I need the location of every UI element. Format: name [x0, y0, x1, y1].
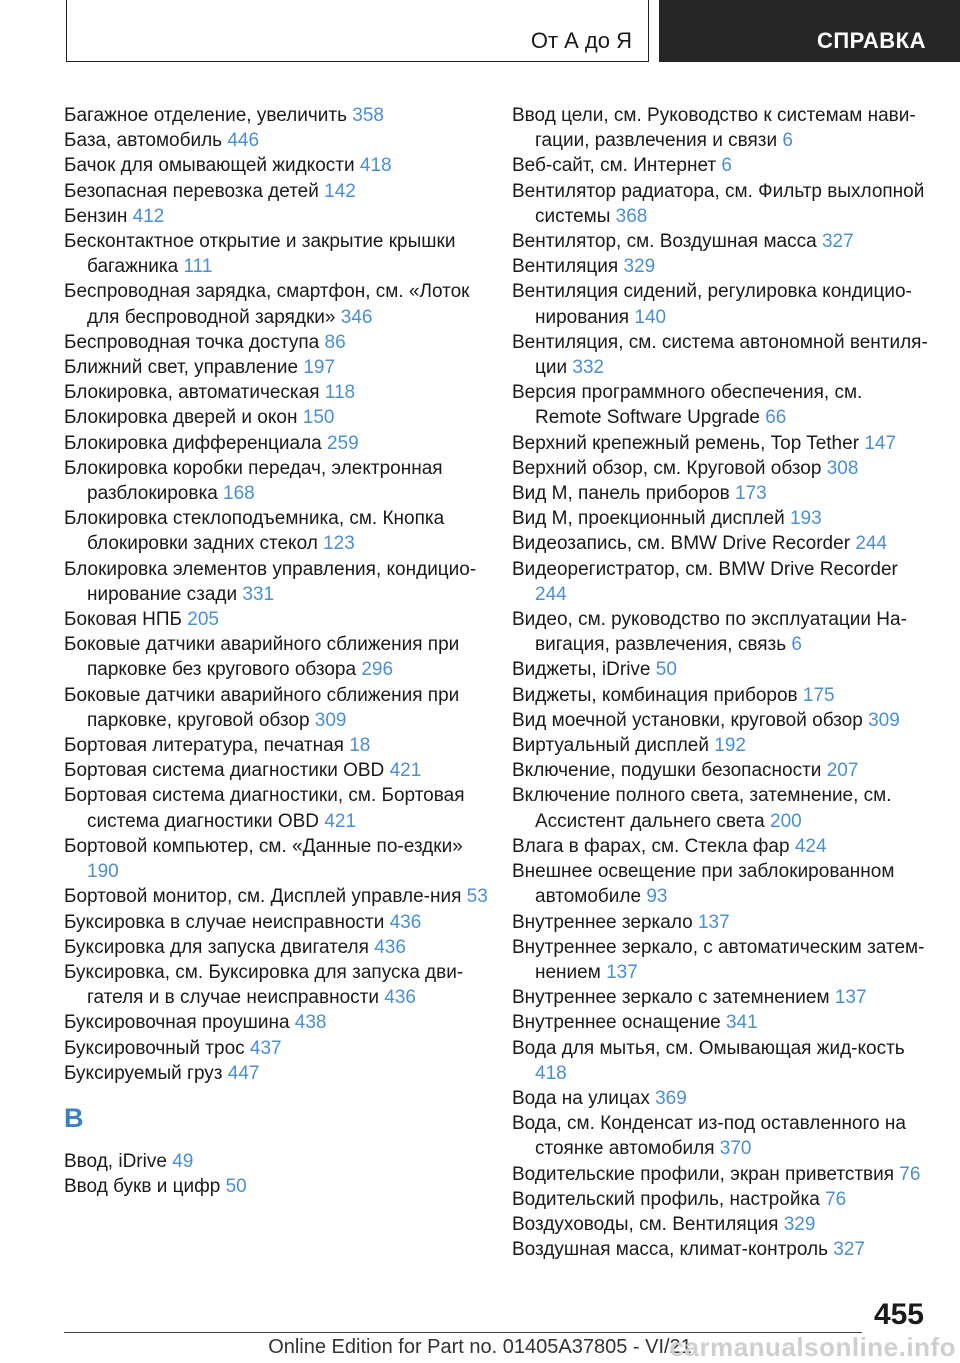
entry-page-link[interactable]: 123 — [323, 533, 355, 555]
index-entry — [512, 506, 932, 531]
entry-term: Ближний свет, управление — [64, 357, 299, 379]
index-entry — [64, 733, 494, 758]
entry-page-link[interactable]: 346 — [340, 306, 373, 328]
entry-term: Боковые датчики аварийного сближения при парковке без кругового обзора — [64, 634, 460, 681]
index-entry — [64, 330, 494, 355]
index-entry — [64, 380, 494, 405]
index-entry — [64, 204, 494, 229]
entry-page-link[interactable]: 66 — [765, 407, 787, 429]
entry-page-link[interactable]: 140 — [634, 306, 667, 328]
entry-term: Вентиляция — [512, 256, 619, 278]
entry-page-link[interactable]: 437 — [249, 1037, 282, 1059]
entry-term: Водительский профиль, настройка — [512, 1188, 820, 1210]
entry-term: Ввод, iDrive — [64, 1150, 167, 1172]
entry-term: Бачок для омывающей жидкости — [64, 155, 355, 177]
entry-page-link[interactable]: 438 — [294, 1012, 327, 1034]
entry-page-link[interactable]: 370 — [719, 1138, 752, 1160]
entry-term: Вентилятор радиатора, см. Фильтр выхлопной системы — [512, 180, 925, 227]
entry-term: Блокировка коробки передач, электронная разблокировка — [64, 457, 443, 505]
entry-page-link[interactable]: 137 — [697, 911, 730, 933]
index-entry — [512, 657, 932, 682]
index-entry — [512, 557, 932, 607]
index-entry — [512, 935, 932, 985]
entry-term: Внутреннее зеркало с затемнением — [512, 987, 830, 1009]
index-entry — [64, 179, 494, 204]
entry-term: Вид M, проекционный дисплей — [512, 508, 785, 530]
entry-term: Воздушная масса, климат-контроль — [512, 1239, 828, 1261]
entry-term: Буксировочный трос — [64, 1037, 245, 1059]
entry-page-link[interactable]: 424 — [794, 835, 827, 857]
entry-term: Видеозапись, см. BMW Drive Recorder — [512, 533, 851, 555]
entry-page-link[interactable]: 296 — [361, 659, 394, 681]
entry-page-link[interactable]: 137 — [834, 987, 867, 1009]
index-entry — [64, 229, 494, 279]
entry-page-link[interactable]: 436 — [384, 987, 416, 1009]
entry-page-link[interactable]: 327 — [821, 231, 854, 253]
index-entry — [512, 607, 932, 657]
index-entry — [64, 103, 494, 128]
entry-term: Виджеты, комбинация приборов — [512, 684, 798, 706]
index-entry — [512, 229, 932, 254]
index-entry — [512, 103, 932, 153]
entry-term: Водительские профили, экран приветствия — [512, 1163, 895, 1185]
entry-page-link[interactable]: 259 — [327, 432, 359, 454]
index-entry — [64, 607, 494, 632]
index-entry — [64, 153, 494, 178]
entry-term: Бензин — [64, 205, 128, 227]
index-entry — [512, 683, 932, 708]
index-entry — [512, 330, 932, 380]
index-entry — [64, 960, 494, 1010]
footer-edition: Online Edition for Part no. 01405A37805 - VI/21 — [268, 1336, 692, 1358]
index-entry — [64, 1174, 494, 1199]
entry-term: Блокировка дифференциала — [64, 432, 322, 454]
entry-page-link[interactable]: 329 — [623, 256, 656, 278]
entry-page-link[interactable]: 446 — [227, 130, 260, 152]
entry-page-link[interactable]: 309 — [868, 709, 900, 731]
index-entry — [64, 1036, 494, 1061]
entry-term: Ввод цели, см. Руководство к системам нави-гации, развлечения и связи — [512, 105, 916, 152]
index-list-v-left — [64, 1149, 494, 1199]
watermark: carmanualsonline.info — [669, 1332, 956, 1362]
index-list-v-right — [512, 103, 932, 1262]
entry-page-link[interactable]: 369 — [655, 1087, 687, 1109]
entry-page-link[interactable]: 6 — [791, 634, 802, 656]
entry-term: Блокировка стеклоподъемника, см. Кнопка блокировки задних стекол — [64, 508, 445, 555]
chapter-tab — [659, 0, 960, 62]
section-letter: В — [64, 1102, 84, 1133]
index-entry — [512, 531, 932, 556]
index-entry — [64, 279, 494, 329]
entry-page-link[interactable]: 147 — [864, 432, 897, 454]
entry-term: Буксируемый груз — [64, 1062, 223, 1084]
page-number: 455 — [873, 1298, 924, 1331]
entry-page-link[interactable]: 86 — [324, 331, 346, 353]
entry-term: Боковая НПБ — [64, 609, 182, 631]
entry-term: Вид моечной установки, круговой обзор — [512, 709, 863, 731]
entry-term: Бесконтактное открытие и закрытие крышки багажника — [64, 231, 456, 278]
entry-page-link[interactable]: 341 — [725, 1012, 758, 1034]
entry-term: Блокировка, автоматическая — [64, 382, 320, 404]
entry-term: Багажное отделение, увеличить — [64, 105, 347, 126]
entry-page-link[interactable]: 331 — [242, 583, 275, 605]
entry-term: Внутреннее зеркало — [512, 911, 693, 933]
index-list-b — [64, 103, 494, 1086]
entry-page-link[interactable]: 244 — [855, 533, 888, 555]
entry-page-link[interactable]: 50 — [225, 1176, 247, 1198]
index-entry — [64, 431, 494, 456]
entry-page-link[interactable]: 447 — [227, 1062, 260, 1084]
entry-page-link[interactable]: 111 — [183, 256, 213, 278]
entry-term: Беспроводная точка доступа — [64, 331, 320, 353]
entry-term: Внутреннее оснащение — [512, 1012, 721, 1034]
entry-page-link[interactable]: 332 — [572, 357, 605, 379]
entry-page-link[interactable]: 368 — [615, 205, 648, 227]
index-entry — [512, 1111, 932, 1161]
entry-term: Бортовая система диагностики, см. Бортовая система диагностики OBD — [64, 785, 465, 832]
index-column-right — [512, 103, 932, 1262]
entry-term: Виртуальный дисплей — [512, 735, 709, 757]
index-entry — [64, 783, 494, 833]
index-entry — [64, 355, 494, 380]
entry-page-link[interactable]: 358 — [352, 105, 384, 126]
index-entry — [512, 279, 932, 329]
entry-term: Верхний обзор, см. Круговой обзор — [512, 457, 822, 479]
section-label: От А до Я — [530, 28, 632, 53]
index-entry — [512, 1010, 932, 1035]
entry-page-link[interactable]: 53 — [466, 886, 488, 908]
index-entry — [64, 935, 494, 960]
entry-page-link[interactable]: 327 — [833, 1239, 865, 1261]
index-entry — [512, 758, 932, 783]
index-entry — [64, 1149, 494, 1174]
entry-page-link[interactable]: 418 — [535, 1062, 567, 1084]
entry-page-link[interactable]: 244 — [535, 583, 567, 605]
entry-page-link[interactable]: 329 — [783, 1213, 816, 1235]
entry-term: Ввод букв и цифр — [64, 1176, 221, 1198]
entry-page-link[interactable]: 168 — [223, 483, 255, 505]
entry-page-link[interactable]: 412 — [132, 205, 165, 227]
entry-term: Видеорегистратор, см. BMW Drive Recorder — [512, 558, 898, 580]
index-entry — [512, 1036, 932, 1086]
index-entry — [512, 910, 932, 935]
entry-page-link[interactable]: 49 — [172, 1150, 194, 1172]
index-entry — [64, 506, 494, 556]
entry-term: Виджеты, iDrive — [512, 659, 651, 681]
index-entry — [512, 179, 932, 229]
index-entry — [64, 632, 494, 682]
entry-page-link[interactable]: 436 — [389, 911, 422, 933]
index-entry — [512, 456, 932, 481]
entry-term: Вентиляция сидений, регулировка кондицио-нирования — [512, 281, 912, 328]
index-entry — [64, 834, 494, 884]
index-entry — [512, 1212, 932, 1237]
entry-page-link[interactable]: 309 — [314, 709, 347, 731]
entry-term: Буксировка, см. Буксировка для запуска дви-гателя и в случае неисправности — [64, 961, 464, 1009]
index-entry — [512, 985, 932, 1010]
entry-term: Включение полного света, затемнение, см. Ассистент дальнего света — [512, 785, 892, 832]
entry-term: Вентилятор, см. Воздушная масса — [512, 231, 817, 253]
entry-term: Версия программного обеспечения, см. Remote Software Upgrade — [512, 382, 863, 429]
entry-term: Воздуховоды, см. Вентиляция — [512, 1213, 779, 1235]
entry-page-link[interactable]: 421 — [389, 760, 422, 782]
entry-term: Бортовая литература, печатная — [64, 735, 344, 757]
entry-term: Блокировка дверей и окон — [64, 407, 298, 429]
entry-term: Беспроводная зарядка, смартфон, см. «Лоток для беспроводной зарядки» — [64, 281, 470, 328]
entry-page-link[interactable]: 436 — [374, 936, 406, 958]
entry-term: Вода для мытья, см. Омывающая жид-кость — [512, 1037, 905, 1059]
index-entry — [512, 859, 932, 909]
index-entry — [64, 1010, 494, 1035]
index-entry — [512, 380, 932, 430]
index-entry — [64, 1061, 494, 1086]
index-entry — [64, 884, 494, 909]
index-entry — [512, 733, 932, 758]
entry-page-link[interactable]: 207 — [826, 760, 859, 782]
index-entry — [512, 1086, 932, 1111]
entry-term: Верхний крепежный ремень, Top Tether — [512, 432, 860, 454]
entry-page-link[interactable]: 197 — [303, 357, 336, 379]
entry-term: Бортовой монитор, см. Дисплей управле-ния — [64, 886, 462, 908]
index-entry — [512, 708, 932, 733]
entry-page-link[interactable]: 308 — [826, 457, 859, 479]
entry-page-link[interactable]: 6 — [782, 130, 793, 152]
entry-term: Буксировка в случае неисправности — [64, 911, 385, 933]
entry-page-link[interactable]: 200 — [770, 810, 802, 832]
entry-page-link[interactable]: 421 — [324, 810, 357, 832]
entry-page-link[interactable]: 193 — [789, 508, 822, 530]
index-entry — [512, 481, 932, 506]
index-entry — [512, 1187, 932, 1212]
index-entry — [512, 1237, 932, 1262]
entry-term: Вид M, панель приборов — [512, 483, 730, 505]
entry-page-link[interactable]: 205 — [187, 609, 219, 631]
entry-term: Вентиляция, см. система автономной вентиля-ции — [512, 331, 928, 379]
entry-term: Включение, подушки безопасности — [512, 760, 822, 782]
entry-page-link[interactable]: 76 — [899, 1163, 921, 1185]
entry-term: Буксировка для запуска двигателя — [64, 936, 369, 958]
entry-term: Бортовой компьютер, см. «Данные по-ездки» — [64, 835, 463, 857]
entry-term: Веб-сайт, см. Интернет — [512, 155, 717, 177]
entry-page-link[interactable]: 142 — [324, 180, 356, 202]
entry-term: Влага в фарах, см. Стекла фар — [512, 835, 790, 857]
entry-page-link[interactable]: 173 — [735, 483, 767, 505]
entry-page-link[interactable]: 150 — [302, 407, 335, 429]
entry-page-link[interactable]: 18 — [349, 735, 371, 757]
entry-page-link[interactable]: 6 — [721, 155, 732, 177]
index-entry — [512, 1162, 932, 1187]
section-tab — [66, 0, 649, 62]
entry-term: Внутреннее зеркало, с автоматическим затем-нением — [512, 936, 925, 983]
index-entry — [512, 431, 932, 456]
entry-page-link[interactable]: 137 — [606, 961, 638, 983]
entry-term: Боковые датчики аварийного сближения при парковке, круговой обзор — [64, 684, 460, 731]
entry-page-link[interactable]: 418 — [359, 155, 392, 177]
entry-term: База, автомобиль — [64, 130, 223, 152]
entry-term: Видео, см. руководство по эксплуатации На-вигация, развлечения, связь — [512, 609, 907, 656]
entry-term: Безопасная перевозка детей — [64, 180, 319, 202]
index-column-left — [64, 103, 494, 1199]
entry-page-link[interactable]: 192 — [714, 735, 746, 757]
index-entry — [64, 557, 494, 607]
index-entry — [64, 128, 494, 153]
entry-page-link[interactable]: 93 — [646, 886, 668, 908]
index-entry — [64, 758, 494, 783]
index-entry — [64, 910, 494, 935]
entry-term: Буксировочная проушина — [64, 1012, 290, 1034]
index-entry — [64, 456, 494, 506]
index-entry — [512, 834, 932, 859]
index-entry — [64, 405, 494, 430]
chapter-label: СПРАВКА — [816, 28, 926, 53]
entry-term: Вода, см. Конденсат из-под оставленного на стоянке автомобиля — [512, 1113, 906, 1160]
index-entry — [512, 254, 932, 279]
index-entry — [512, 153, 932, 178]
entry-page-link[interactable]: 190 — [87, 861, 119, 883]
entry-term: Блокировка элементов управления, кондицио-нирование сзади — [64, 558, 477, 605]
entry-page-link[interactable]: 118 — [324, 382, 356, 404]
entry-term: Бортовая система диагностики OBD — [64, 760, 385, 782]
entry-term: Вода на улицах — [512, 1087, 650, 1109]
entry-page-link[interactable]: 76 — [825, 1188, 847, 1210]
entry-page-link[interactable]: 175 — [802, 684, 835, 706]
index-entry — [512, 783, 932, 833]
entry-term: Внешнее освещение при заблокированном автомобиле — [512, 861, 895, 908]
index-entry — [64, 683, 494, 733]
entry-page-link[interactable]: 50 — [655, 659, 677, 681]
